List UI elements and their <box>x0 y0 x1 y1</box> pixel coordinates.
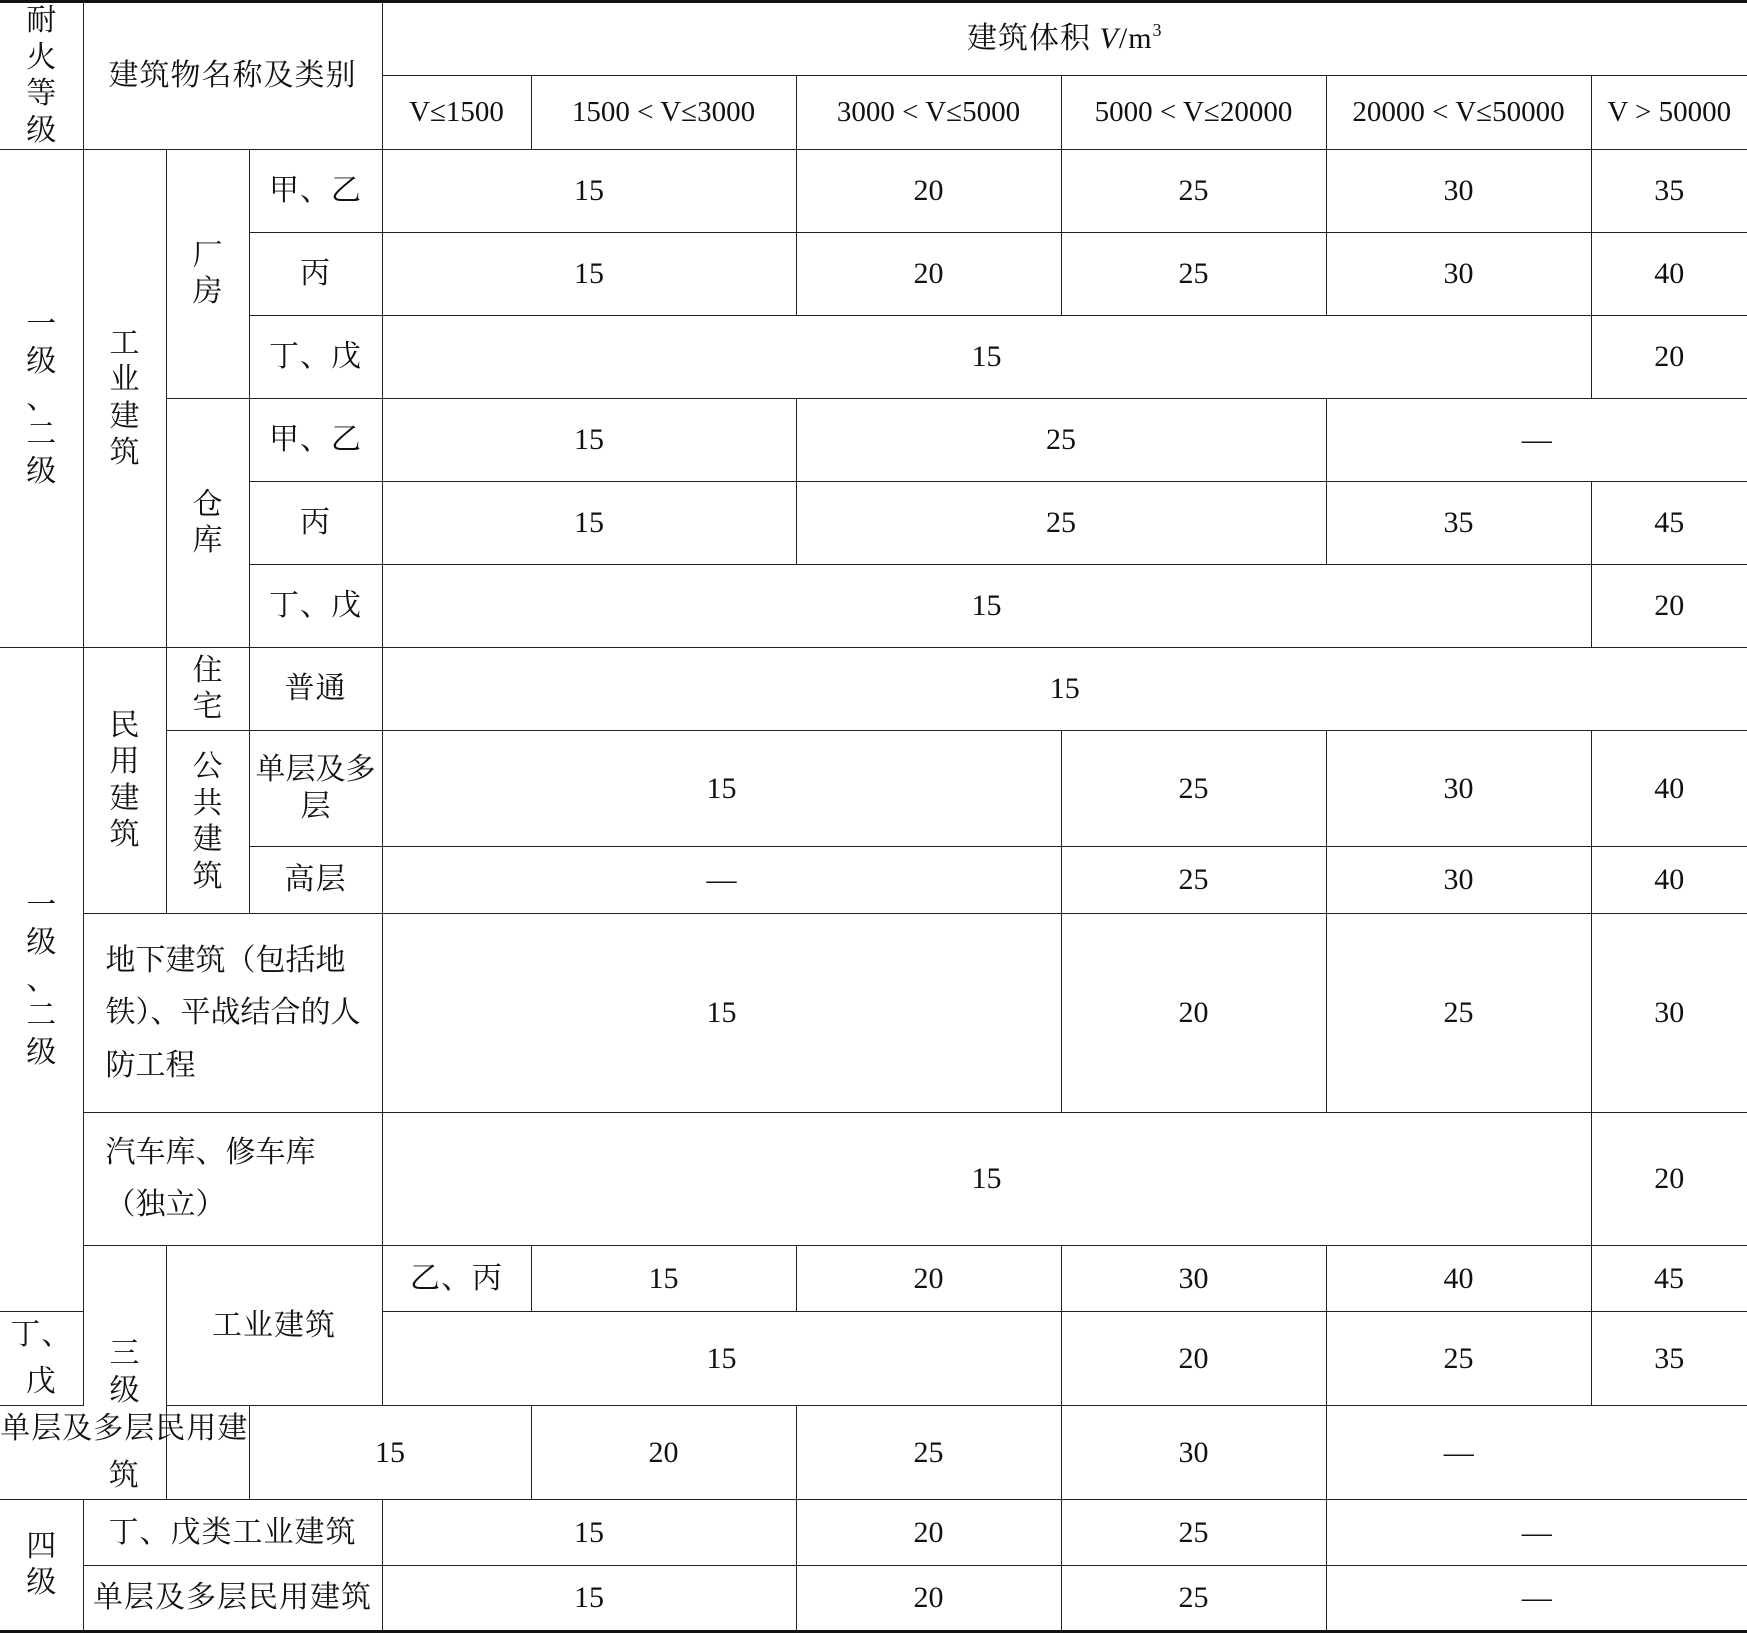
value-cell: 30 <box>1591 914 1747 1113</box>
value-cell: 30 <box>1326 150 1591 233</box>
value-cell: 15 <box>382 1312 1061 1406</box>
value-cell: 20 <box>796 1246 1061 1312</box>
value-cell: 25 <box>1061 731 1326 847</box>
value-cell: 20 <box>1591 565 1747 648</box>
header-range-6: V > 50000 <box>1591 76 1747 150</box>
grade-label: 一 级 、 二 级 <box>0 150 83 648</box>
value-cell: 20 <box>1061 1312 1326 1406</box>
grade-label: 三 级 <box>83 1246 166 1500</box>
value-cell: 15 <box>382 1566 796 1632</box>
table-row <box>0 648 1747 731</box>
class-label: 单层及多层 <box>249 731 382 847</box>
value-cell: 40 <box>1591 233 1747 316</box>
class-label: 甲、乙 <box>249 399 382 482</box>
category-label: 民 用 建 筑 <box>83 648 166 914</box>
class-label: 普通 <box>249 648 382 731</box>
value-cell: 15 <box>382 316 1591 399</box>
table-row <box>0 1113 1747 1246</box>
value-cell: 45 <box>1591 482 1747 565</box>
class-label: 高层 <box>249 847 382 914</box>
header-range-1: V≤1500 <box>382 76 531 150</box>
value-cell: 15 <box>382 233 796 316</box>
grade-label: 四 级 <box>0 1500 83 1632</box>
category-label: 地下建筑（包括地铁）、平战结合的人防工程 <box>83 914 382 1113</box>
value-cell: 35 <box>1326 482 1591 565</box>
value-cell: 15 <box>382 1500 796 1566</box>
category-label: 单层及多层民用建筑 <box>0 1406 249 1500</box>
value-cell: 15 <box>382 914 1061 1113</box>
category-label: 工 业 建 筑 <box>83 150 166 648</box>
value-cell: 25 <box>1326 1312 1591 1406</box>
value-cell: 30 <box>1326 847 1591 914</box>
value-cell: 15 <box>382 399 796 482</box>
value-cell: 25 <box>1326 914 1591 1113</box>
header-volume-title: 建筑体积 $V/m^3$ <box>382 2 1747 76</box>
value-cell: 15 <box>249 1406 531 1500</box>
table-row <box>0 482 1747 565</box>
value-cell: 25 <box>1061 1500 1326 1566</box>
header-building-name: 建筑物名称及类别 <box>83 2 382 150</box>
category-label: 单层及多层民用建筑 <box>83 1566 382 1632</box>
table-row <box>0 1406 1747 1500</box>
category-label: 丁、戊类工业建筑 <box>83 1500 382 1566</box>
value-cell: 30 <box>1326 731 1591 847</box>
value-cell: 20 <box>796 1500 1061 1566</box>
class-label: 丁、戊 <box>0 1312 83 1406</box>
value-cell: 15 <box>382 482 796 565</box>
class-label: 丁、戊 <box>249 316 382 399</box>
table-row <box>0 316 1747 399</box>
value-cell: 25 <box>1061 847 1326 914</box>
table-row <box>0 1566 1747 1632</box>
subcategory-label: 仓 库 <box>166 399 249 648</box>
subcategory-label: 厂 房 <box>166 150 249 399</box>
value-cell: 20 <box>1061 914 1326 1113</box>
table-row <box>0 233 1747 316</box>
header-range-3: 3000 < V≤5000 <box>796 76 1061 150</box>
value-cell: 15 <box>382 150 796 233</box>
header-fire-grade: 耐 火 等 级 <box>0 2 83 150</box>
category-label: 汽车库、修车库（独立） <box>83 1113 382 1246</box>
value-cell: 20 <box>796 150 1061 233</box>
value-cell: 40 <box>1591 847 1747 914</box>
header-range-4: 5000 < V≤20000 <box>1061 76 1326 150</box>
value-cell: 15 <box>382 731 1061 847</box>
value-cell: 20 <box>796 233 1061 316</box>
table-row <box>0 1500 1747 1566</box>
value-cell: 25 <box>1061 150 1326 233</box>
class-label: 丁、戊 <box>249 565 382 648</box>
table-row <box>0 731 1747 847</box>
header-range-5: 20000 < V≤50000 <box>1326 76 1591 150</box>
value-cell: 45 <box>1591 1246 1747 1312</box>
grade-label: 一 级 、 二 级 <box>0 648 83 1312</box>
value-cell: 30 <box>1326 233 1591 316</box>
class-label: 丙 <box>249 482 382 565</box>
table-row <box>0 150 1747 233</box>
value-cell: 35 <box>1591 150 1747 233</box>
value-cell: — <box>1326 399 1747 482</box>
table-row <box>0 914 1747 1113</box>
header-range-2: 1500 < V≤3000 <box>531 76 796 150</box>
subcategory-label: 住 宅 <box>166 648 249 731</box>
table-row <box>0 399 1747 482</box>
value-cell: 25 <box>796 482 1326 565</box>
class-label: 甲、乙 <box>249 150 382 233</box>
value-cell: — <box>382 847 1061 914</box>
value-cell: 30 <box>1061 1246 1326 1312</box>
value-cell: 25 <box>1061 233 1326 316</box>
value-cell: 15 <box>531 1246 796 1312</box>
value-cell: 15 <box>382 1113 1591 1246</box>
category-label: 工业建筑 <box>166 1246 382 1406</box>
value-cell: 20 <box>531 1406 796 1500</box>
value-cell: 25 <box>796 1406 1061 1500</box>
class-label: 乙、丙 <box>382 1246 531 1312</box>
value-cell: 25 <box>1061 1566 1326 1632</box>
value-cell: 15 <box>382 565 1591 648</box>
value-cell: 20 <box>796 1566 1061 1632</box>
table-row <box>0 847 1747 914</box>
value-cell: 15 <box>382 648 1747 731</box>
value-cell: 35 <box>1591 1312 1747 1406</box>
value-cell: 30 <box>1061 1406 1326 1500</box>
table-row <box>0 565 1747 648</box>
value-cell: 40 <box>1591 731 1747 847</box>
class-label: 丙 <box>249 233 382 316</box>
table-row <box>0 1246 1747 1312</box>
value-cell: 20 <box>1591 1113 1747 1246</box>
value-cell: 25 <box>796 399 1326 482</box>
value-cell: — <box>1326 1500 1747 1566</box>
subcategory-label: 公 共 建 筑 <box>166 731 249 914</box>
value-cell: 20 <box>1591 316 1747 399</box>
value-cell: — <box>1326 1566 1747 1632</box>
value-cell: 40 <box>1326 1246 1591 1312</box>
value-cell: — <box>1326 1406 1591 1500</box>
